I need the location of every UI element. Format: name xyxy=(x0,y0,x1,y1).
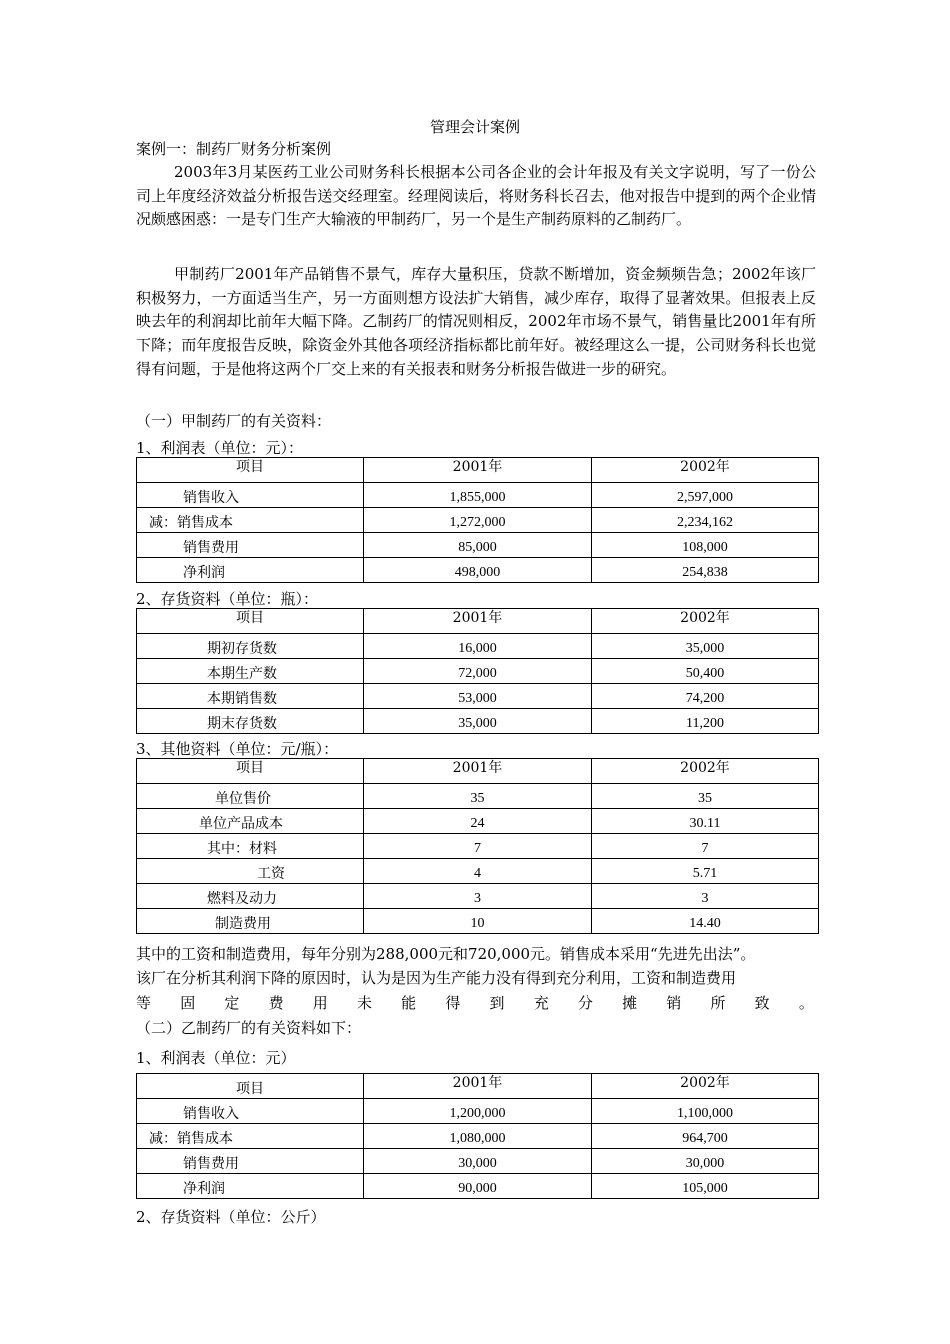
spread-char: 所 xyxy=(710,994,726,1012)
table-row xyxy=(137,659,819,684)
row-2002-cell: 7 xyxy=(592,834,819,859)
a-note-line-1: 其中的工资和制造费用，每年分别为288,000元和720,000元。销售成本采用“先进先出法”。 xyxy=(136,945,756,963)
header-item: 项目 xyxy=(137,1074,364,1099)
row-2002-cell: 30,000 xyxy=(592,1149,819,1174)
spread-char: 费 xyxy=(268,994,284,1012)
table-row xyxy=(137,709,819,734)
row-item-cell: 本期销售数 xyxy=(137,684,364,709)
row-2002-cell: 74,200 xyxy=(592,684,819,709)
section-a-heading: （一）甲制药厂的有关资料： xyxy=(136,412,332,430)
case-heading: 案例一：制药厂财务分析案例 xyxy=(136,140,332,158)
header-item: 项目 xyxy=(137,458,364,483)
row-2002-cell: 2,597,000 xyxy=(592,483,819,508)
row-item-cell: 本期生产数 xyxy=(137,659,364,684)
table-row xyxy=(137,1124,819,1149)
spread-char: 固 xyxy=(180,994,196,1012)
row-item-cell: 销售收入 xyxy=(137,483,364,508)
row-2001-cell: 35 xyxy=(364,784,592,809)
row-2002-cell: 30.11 xyxy=(592,809,819,834)
b-inventory-caption: 2、存货资料（单位：公斤） xyxy=(136,1208,326,1226)
spread-char: 销 xyxy=(666,994,682,1012)
second-paragraph: 甲制药厂2001年产品销售不景气，库存大量积压，贷款不断增加，资金频频告急；2002年该厂积极努力，一方面适当生产，另一方面则想方设法扩大销售，减少库存，取得了显著效果。但报表上反映去年的利润却比前年大幅下降。乙制药厂的情况则相反，2002年市场不景气，销售量比2001年有所下降；而年度报告反映，除资金外其他各项经济指标都比前年好。被经理这么一提，公司财务科长也觉得有问题，于是他将这两个厂交上来的有关报表和财务分析报告做进一步的研究。 xyxy=(136,265,816,378)
row-2001-cell: 53,000 xyxy=(364,684,592,709)
row-item-cell: 期末存货数 xyxy=(137,709,364,734)
table-row xyxy=(137,809,819,834)
table-row xyxy=(137,634,819,659)
row-2001-cell: 1,200,000 xyxy=(364,1099,592,1124)
row-2001-cell: 1,855,000 xyxy=(364,483,592,508)
row-item-cell: 制造费用 xyxy=(137,909,364,934)
row-item-cell: 销售费用 xyxy=(137,533,364,558)
row-2002-cell: 105,000 xyxy=(592,1174,819,1199)
row-item-cell: 销售费用 xyxy=(137,1149,364,1174)
table-row xyxy=(137,508,819,533)
row-item-cell: 其中：材料 xyxy=(137,834,364,859)
row-2001-cell: 24 xyxy=(364,809,592,834)
table-row xyxy=(137,1099,819,1124)
row-item-cell: 销售收入 xyxy=(137,1099,364,1124)
row-2002-cell: 35,000 xyxy=(592,634,819,659)
row-2002-cell: 35 xyxy=(592,784,819,809)
row-item-cell: 净利润 xyxy=(137,1174,364,1199)
table-row xyxy=(137,483,819,508)
table-row xyxy=(137,834,819,859)
header-2001: 2001年 xyxy=(364,759,592,784)
spread-char: 得 xyxy=(445,994,461,1012)
spread-char: 。 xyxy=(798,994,814,1012)
row-2001-cell: 30,000 xyxy=(364,1149,592,1174)
spread-char: 等 xyxy=(136,994,152,1012)
header-2002: 2002年 xyxy=(592,458,819,483)
table-row xyxy=(137,533,819,558)
a-other-table xyxy=(136,758,819,934)
a-note-line-3 xyxy=(136,992,814,1014)
row-2001-cell: 4 xyxy=(364,859,592,884)
row-item-cell: 期初存货数 xyxy=(137,634,364,659)
row-item-cell: 单位产品成本 xyxy=(137,809,364,834)
row-2001-cell: 3 xyxy=(364,884,592,909)
b-income-caption: 1、利润表（单位：元） xyxy=(136,1049,296,1067)
row-2002-cell: 108,000 xyxy=(592,533,819,558)
header-2001: 2001年 xyxy=(364,458,592,483)
row-item-cell: 单位售价 xyxy=(137,784,364,809)
spread-char: 充 xyxy=(533,994,549,1012)
header-item: 项目 xyxy=(137,759,364,784)
row-2001-cell: 1,272,000 xyxy=(364,508,592,533)
row-2001-cell: 498,000 xyxy=(364,558,592,583)
row-2001-cell: 10 xyxy=(364,909,592,934)
document-title: 管理会计案例 xyxy=(429,118,520,136)
row-2002-cell: 50,400 xyxy=(592,659,819,684)
header-2001: 2001年 xyxy=(364,609,592,634)
table-row xyxy=(137,884,819,909)
a-note-line-2: 该厂在分析其利润下降的原因时，认为是因为生产能力没有得到充分利用，工资和制造费用 xyxy=(136,969,737,987)
a-income-caption: 1、利润表（单位：元）： xyxy=(136,439,304,457)
header-item: 项目 xyxy=(137,609,364,634)
row-2002-cell: 11,200 xyxy=(592,709,819,734)
row-2002-cell: 2,234,162 xyxy=(592,508,819,533)
header-2002: 2002年 xyxy=(592,1074,819,1099)
table-header-row xyxy=(137,1074,819,1099)
intro-paragraph: 2003年3月某医药工业公司财务科长根据本公司各企业的会计年报及有关文字说明，写了一份公司上年度经济效益分析报告送交经理室。经理阅读后，将财务科长召去，他对报告中提到的两个企业情况颇感困惑：一是专门生产大输液的甲制药厂，另一个是生产制药原料的乙制药厂。 xyxy=(136,163,816,229)
a-inventory-caption: 2、存货资料（单位：瓶）： xyxy=(136,590,319,608)
spread-char: 用 xyxy=(312,994,328,1012)
row-2001-cell: 7 xyxy=(364,834,592,859)
spread-char: 摊 xyxy=(622,994,638,1012)
row-2002-cell: 3 xyxy=(592,884,819,909)
row-2001-cell: 16,000 xyxy=(364,634,592,659)
row-2001-cell: 85,000 xyxy=(364,533,592,558)
b-income-table xyxy=(136,1073,819,1199)
row-2001-cell: 90,000 xyxy=(364,1174,592,1199)
a-income-table xyxy=(136,457,819,583)
spread-char: 未 xyxy=(356,994,372,1012)
table-header-row xyxy=(137,759,819,784)
table-row xyxy=(137,684,819,709)
row-item-cell: 减：销售成本 xyxy=(137,508,364,533)
spread-char: 分 xyxy=(577,994,593,1012)
header-2002: 2002年 xyxy=(592,759,819,784)
row-2001-cell: 35,000 xyxy=(364,709,592,734)
table-row xyxy=(137,558,819,583)
header-2002: 2002年 xyxy=(592,609,819,634)
row-2002-cell: 1,100,000 xyxy=(592,1099,819,1124)
row-2002-cell: 254,838 xyxy=(592,558,819,583)
table-row xyxy=(137,1149,819,1174)
spread-char: 致 xyxy=(754,994,770,1012)
section-b-heading: （二）乙制药厂的有关资料如下： xyxy=(136,1019,362,1037)
row-item-cell: 燃料及动力 xyxy=(137,884,364,909)
row-2002-cell: 14.40 xyxy=(592,909,819,934)
table-row xyxy=(137,1174,819,1199)
row-2001-cell: 72,000 xyxy=(364,659,592,684)
table-row xyxy=(137,859,819,884)
spread-char: 能 xyxy=(401,994,417,1012)
row-2002-cell: 964,700 xyxy=(592,1124,819,1149)
row-item-cell: 净利润 xyxy=(137,558,364,583)
row-2001-cell: 1,080,000 xyxy=(364,1124,592,1149)
spread-char: 到 xyxy=(489,994,505,1012)
row-item-cell: 减：销售成本 xyxy=(137,1124,364,1149)
spread-char: 定 xyxy=(224,994,240,1012)
table-header-row xyxy=(137,609,819,634)
a-inventory-table xyxy=(136,608,819,734)
table-row xyxy=(137,909,819,934)
table-header-row xyxy=(137,458,819,483)
header-2001: 2001年 xyxy=(364,1074,592,1099)
row-2002-cell: 5.71 xyxy=(592,859,819,884)
a-other-caption: 3、其他资料（单位：元/瓶）： xyxy=(136,740,339,758)
row-item-cell: 工资 xyxy=(137,859,364,884)
table-row xyxy=(137,784,819,809)
